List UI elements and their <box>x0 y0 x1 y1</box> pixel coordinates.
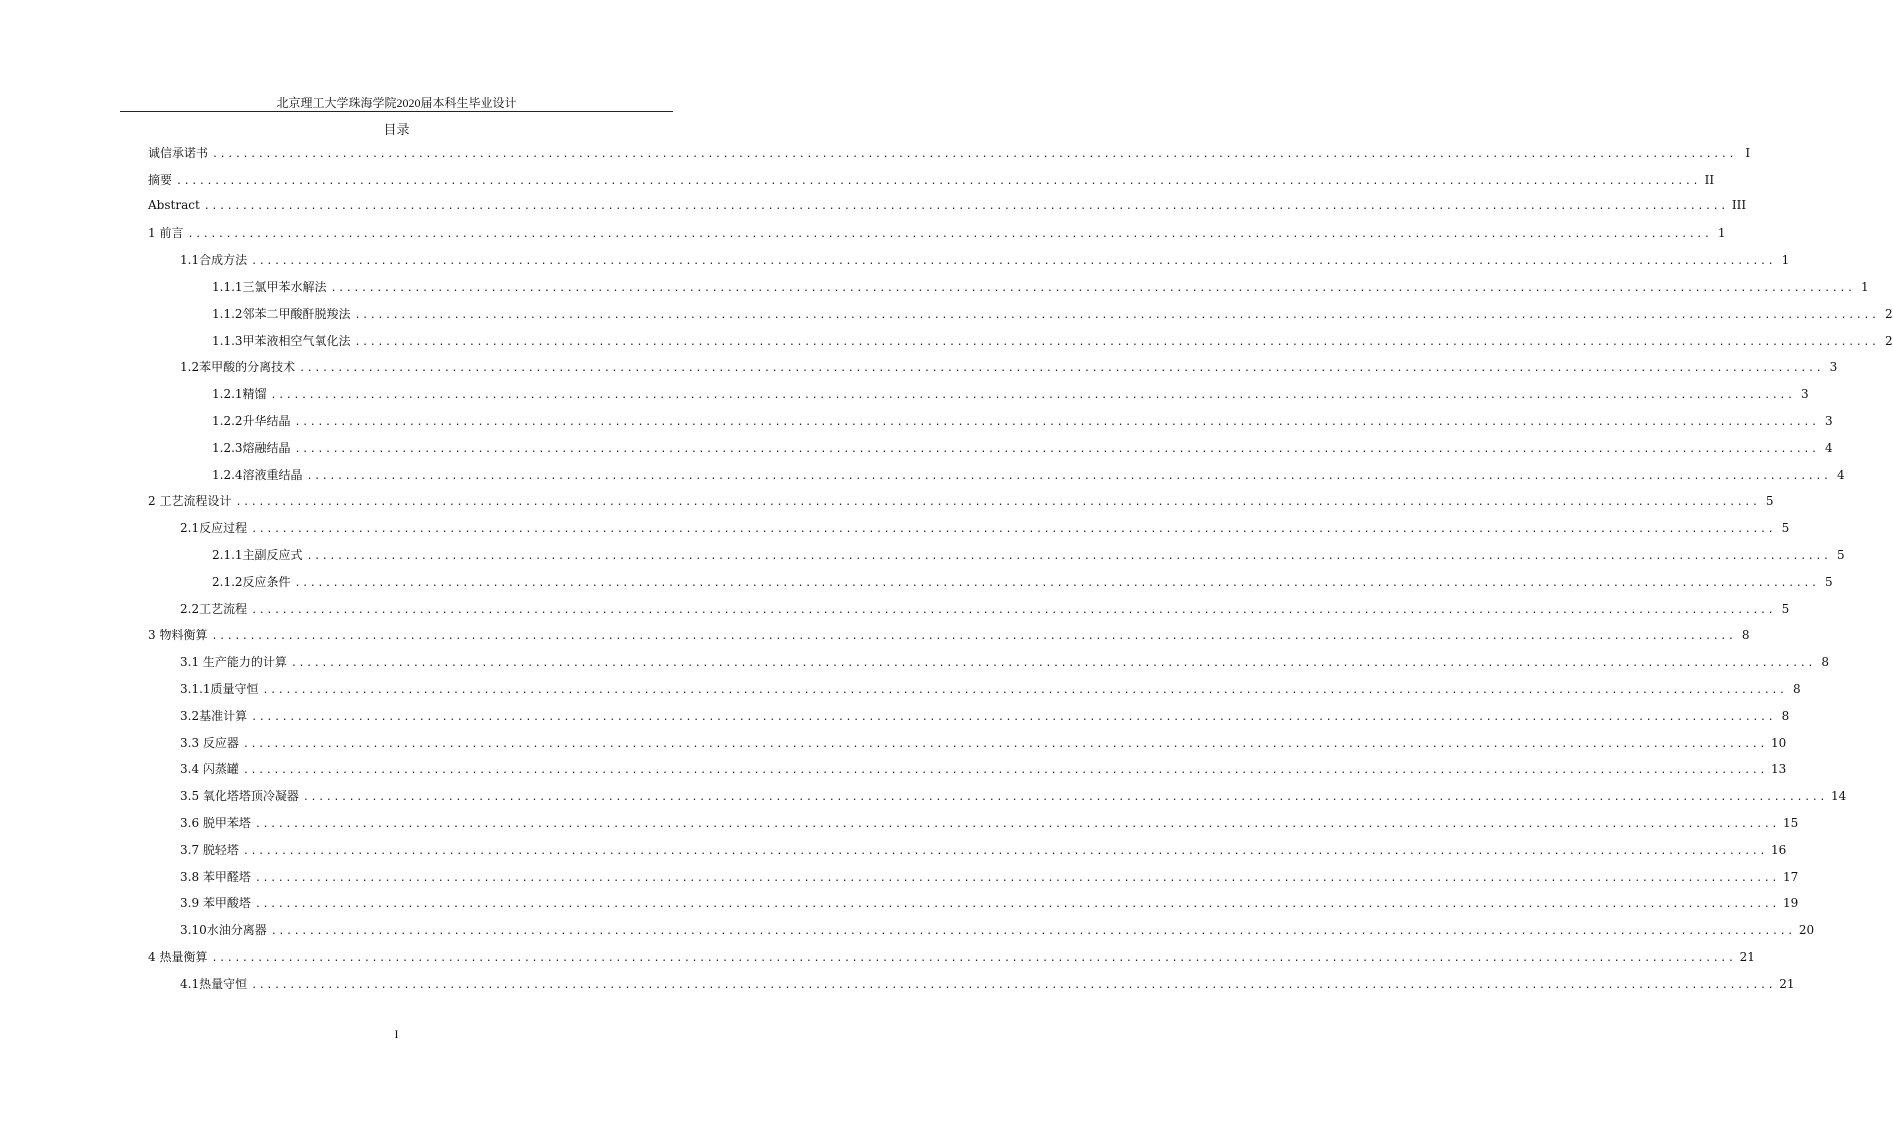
toc-entry-label: 1.1.3甲苯液相空气氧化法 <box>212 333 351 348</box>
dot-leader: ........................................................................................................................................................................................................ <box>330 282 1855 294</box>
toc-entry-page: 2 <box>1885 333 1893 348</box>
dot-leader: ........................................................................................................................................................................................................ <box>211 631 1736 643</box>
toc-entry-label: 1.1合成方法 <box>180 253 248 268</box>
toc-entry-label: 3.4 闪蒸罐 <box>180 762 239 777</box>
toc-entry[interactable] <box>148 492 1774 519</box>
toc-entry[interactable] <box>148 439 1833 466</box>
toc-entry-page: 3 <box>1801 387 1809 402</box>
toc-entry[interactable] <box>148 332 1893 359</box>
dot-leader: ........................................................................................................................................................................................................ <box>299 363 1824 375</box>
dot-leader: ........................................................................................................................................................................................................ <box>270 926 1795 938</box>
toc-entry-page: 20 <box>1798 923 1815 938</box>
toc-entry[interactable] <box>148 975 1795 1002</box>
header-rule <box>120 111 673 112</box>
toc-entry-label: 2.1.1主副反应式 <box>212 547 303 562</box>
dot-leader: ........................................................................................................................................................................................................ <box>294 416 1819 428</box>
toc-entry[interactable] <box>148 278 1869 305</box>
toc-entry[interactable] <box>148 385 1809 412</box>
toc-entry-label: 诚信承诺书 <box>148 146 209 160</box>
toc-entry-label: Abstract <box>148 197 200 212</box>
dot-leader: ........................................................................................................................................................................................................ <box>212 149 1737 160</box>
page-header: 北京理工大学珠海学院2020届本科生毕业设计 <box>276 96 517 110</box>
toc-entry-page: 8 <box>1781 708 1790 723</box>
toc-entry-label: 3 物料衡算 <box>148 628 208 643</box>
dot-leader: ........................................................................................................................................................................................................ <box>211 952 1736 964</box>
toc-entry-page: 14 <box>1831 789 1847 804</box>
dot-leader: ........................................................................................................................................................................................................ <box>290 658 1816 670</box>
toc-entry-page: 10 <box>1771 735 1787 750</box>
toc-entry-page: 5 <box>1825 574 1833 589</box>
toc-entry-label: 3.1 生产能力的计算 <box>180 655 287 670</box>
toc-entry[interactable] <box>148 519 1790 546</box>
dot-leader: ........................................................................................................................................................................................................ <box>203 200 1728 212</box>
toc-entry-page: 8 <box>1793 681 1801 696</box>
dot-leader: ........................................................................................................................................................................................................ <box>187 229 1712 241</box>
toc-entry-label: 4 热量衡算 <box>148 949 208 964</box>
toc-entry[interactable] <box>148 197 1747 225</box>
toc-entry-page: 21 <box>1779 976 1795 991</box>
toc-entry-label: 摘要 <box>148 172 173 187</box>
page-number: I <box>394 1027 399 1041</box>
toc-entry[interactable] <box>148 546 1845 573</box>
toc-entry-label: 1.2.4溶液重结晶 <box>212 467 303 482</box>
dot-leader: ........................................................................................................................................................................................................ <box>354 336 1879 348</box>
toc-entry[interactable] <box>148 305 1893 332</box>
dot-leader: ........................................................................................................................................................................................................ <box>242 738 1768 750</box>
table-of-contents <box>148 144 1893 1002</box>
dot-leader: ........................................................................................................................................................................................................ <box>251 256 1776 268</box>
toc-entry-page: 21 <box>1739 949 1755 964</box>
dot-leader: ........................................................................................................................................................................................................ <box>306 550 1831 562</box>
toc-entry-page: 1 <box>1781 253 1790 268</box>
dot-leader: ........................................................................................................................................................................................................ <box>251 524 1776 536</box>
toc-entry-page: 8 <box>1821 655 1830 670</box>
dot-leader: ........................................................................................................................................................................................................ <box>294 443 1819 455</box>
dot-leader: ........................................................................................................................................................................................................ <box>176 175 1701 187</box>
toc-entry[interactable] <box>148 573 1833 600</box>
toc-entry-label: 4.1热量守恒 <box>180 976 248 991</box>
dot-leader: ........................................................................................................................................................................................................ <box>262 684 1787 696</box>
toc-entry[interactable] <box>148 734 1787 761</box>
dot-leader: ........................................................................................................................................................................................................ <box>270 390 1795 402</box>
toc-entry-label: 3.1.1质量守恒 <box>180 681 259 696</box>
dot-leader: ........................................................................................................................................................................................................ <box>242 765 1768 777</box>
toc-entry[interactable] <box>148 841 1787 868</box>
dot-leader: ........................................................................................................................................................................................................ <box>306 470 1831 482</box>
toc-entry[interactable] <box>148 921 1815 948</box>
toc-entry-page: 17 <box>1783 869 1799 884</box>
toc-entry-page: 15 <box>1783 815 1799 830</box>
toc-entry[interactable] <box>148 600 1790 627</box>
toc-entry-label: 1.2.2升华结晶 <box>212 413 291 428</box>
toc-entry-label: 2.1.2反应条件 <box>212 574 291 589</box>
dot-leader: ........................................................................................................................................................................................................ <box>294 577 1819 589</box>
toc-entry-label: 2.1反应过程 <box>180 521 248 536</box>
toc-entry[interactable] <box>148 814 1799 841</box>
toc-entry-page: 19 <box>1783 896 1799 911</box>
toc-entry-label: 3.10水油分离器 <box>180 923 267 938</box>
toc-entry-label: 2 工艺流程设计 <box>148 494 232 509</box>
dot-leader: ........................................................................................................................................................................................................ <box>354 309 1879 321</box>
toc-entry[interactable] <box>148 894 1799 921</box>
dot-leader: ........................................................................................................................................................................................................ <box>251 604 1776 616</box>
dot-leader: ........................................................................................................................................................................................................ <box>251 711 1776 723</box>
dot-leader: ........................................................................................................................................................................................................ <box>251 979 1776 991</box>
toc-entry-page: 13 <box>1771 762 1787 777</box>
toc-entry-page: 1 <box>1717 226 1726 241</box>
toc-entry-page: 5 <box>1765 494 1774 509</box>
toc-title: 目录 <box>383 123 410 138</box>
toc-entry[interactable] <box>148 653 1830 680</box>
toc-entry[interactable] <box>148 224 1726 251</box>
dot-leader: ........................................................................................................................................................................................................ <box>254 818 1780 830</box>
toc-entry-label: 2.2工艺流程 <box>180 601 248 616</box>
toc-entry-page: 5 <box>1837 547 1845 562</box>
toc-entry[interactable] <box>148 358 1838 385</box>
toc-entry[interactable] <box>148 680 1801 707</box>
toc-entry-page: III <box>1731 197 1747 212</box>
toc-entry-page: 8 <box>1741 628 1750 643</box>
toc-entry[interactable] <box>148 466 1845 493</box>
toc-entry-page: 5 <box>1781 521 1790 536</box>
toc-entry-label: 3.5 氧化塔塔顶冷凝器 <box>180 789 299 804</box>
toc-entry-page: 5 <box>1781 601 1790 616</box>
toc-entry-label: 3.3 反应器 <box>180 735 239 750</box>
toc-entry-page: I <box>1745 146 1751 160</box>
toc-entry-label: 1.2.3熔融结晶 <box>212 440 291 455</box>
toc-entry-label: 1.2.1精馏 <box>212 387 267 402</box>
toc-entry-page: 16 <box>1771 842 1787 857</box>
toc-entry-label: 3.7 脱轻塔 <box>180 842 239 857</box>
toc-entry-label: 3.6 脱甲苯塔 <box>180 815 251 830</box>
toc-entry-label: 1.2苯甲酸的分离技术 <box>180 360 296 375</box>
toc-entry[interactable] <box>148 251 1790 278</box>
toc-entry[interactable] <box>148 707 1790 734</box>
toc-entry-label: 1 前言 <box>148 226 184 241</box>
toc-entry[interactable] <box>148 144 1751 171</box>
dot-leader: ........................................................................................................................................................................................................ <box>242 845 1768 857</box>
toc-entry-label: 1.1.1三氯甲苯水解法 <box>212 279 327 294</box>
toc-entry[interactable] <box>148 868 1799 895</box>
toc-entry[interactable] <box>148 171 1715 198</box>
toc-entry-page: 3 <box>1825 413 1833 428</box>
toc-entry-page: 1 <box>1861 279 1869 294</box>
toc-entry-page: II <box>1704 172 1715 187</box>
toc-entry-page: 4 <box>1837 467 1845 482</box>
toc-entry-page: 4 <box>1825 440 1833 455</box>
dot-leader: ........................................................................................................................................................................................................ <box>302 792 1828 804</box>
toc-entry[interactable] <box>148 787 1847 814</box>
toc-entry[interactable] <box>148 412 1833 439</box>
toc-entry-label: 3.2基准计算 <box>180 708 248 723</box>
dot-leader: ........................................................................................................................................................................................................ <box>254 899 1780 911</box>
toc-entry-label: 3.8 苯甲醛塔 <box>180 869 251 884</box>
toc-entry-label: 1.1.2邻苯二甲酸酐脱羧法 <box>212 306 351 321</box>
toc-entry-page: 3 <box>1829 360 1838 375</box>
toc-entry[interactable] <box>148 760 1787 787</box>
toc-entry[interactable] <box>148 948 1755 975</box>
dot-leader: ........................................................................................................................................................................................................ <box>254 872 1780 884</box>
dot-leader: ........................................................................................................................................................................................................ <box>235 497 1760 509</box>
toc-entry-page: 2 <box>1885 306 1893 321</box>
toc-entry-label: 3.9 苯甲酸塔 <box>180 896 251 911</box>
toc-entry[interactable] <box>148 626 1750 653</box>
